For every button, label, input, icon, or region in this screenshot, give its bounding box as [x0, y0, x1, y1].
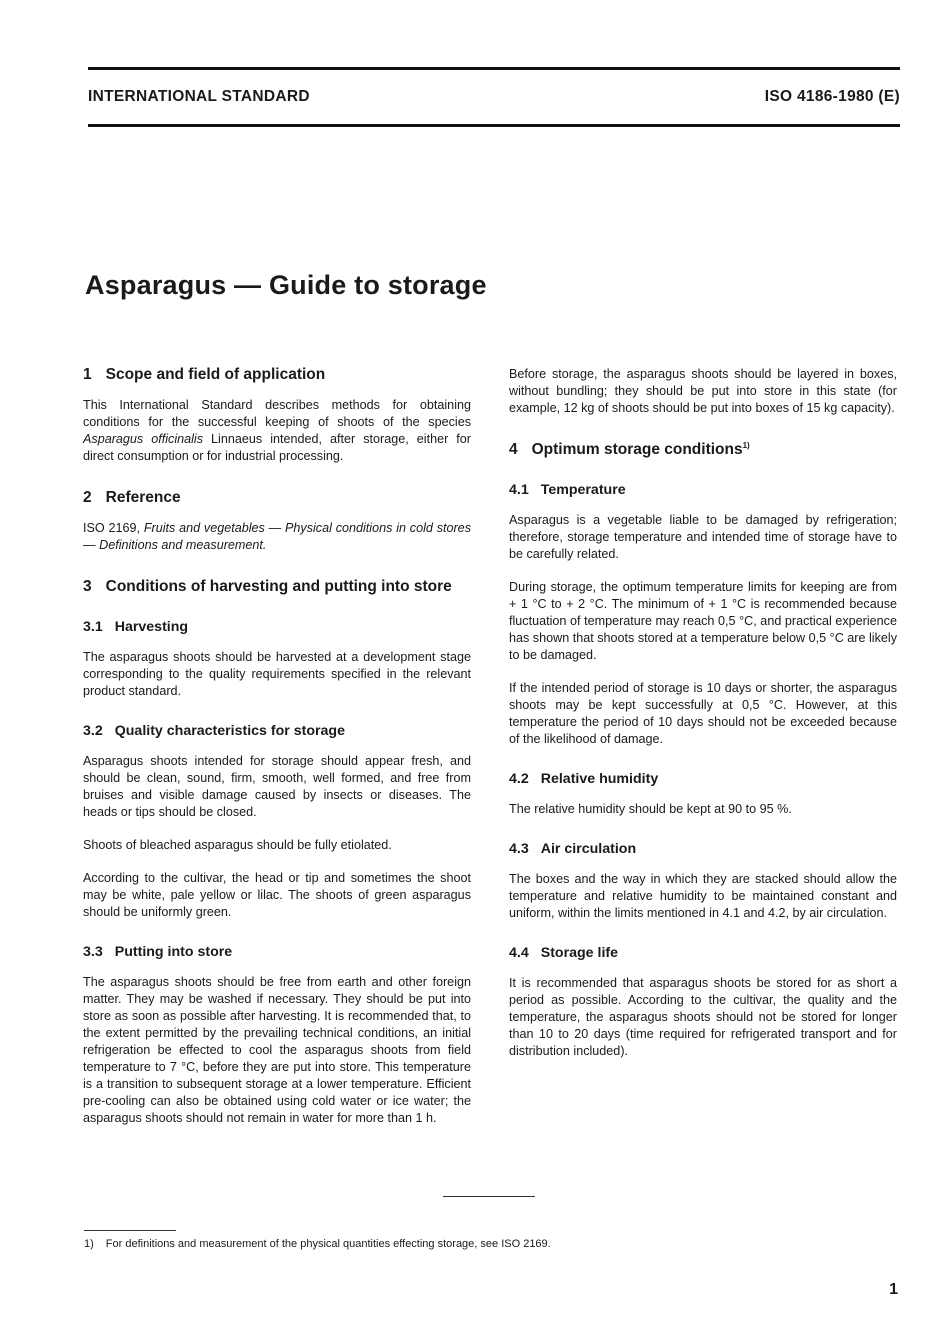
standard-type-label: INTERNATIONAL STANDARD: [88, 88, 310, 105]
humidity-paragraph: The relative humidity should be kept at 90 to 95 %.: [509, 802, 792, 816]
section-title: Optimum storage conditions: [531, 441, 743, 458]
subsection-3-1-heading: [83, 618, 471, 636]
section-1-paragraph: This International Standard describes methods for obtaining conditions for the successful keeping of shoots of the species Asparagus officinalis Linnaeus intended, after storage, either for direct consumption or for industrial processing.: [83, 398, 471, 463]
subsection-number: 4.4: [509, 945, 529, 961]
quality-paragraph-1: Asparagus shoots intended for storage should appear fresh, and should be clean, sound, firm, smooth, well formed, and free from bruises and visible damage caused by insects or diseases. The heads or tips should be closed.: [83, 754, 471, 819]
temperature-paragraph-3: If the intended period of storage is 10 days or shorter, the asparagus shoots may be kept successfully at 0,5 °C. However, at this temperature the period of 10 days should not be exceeded because of the likelihood of damage.: [509, 681, 897, 746]
subsection-number: 3.3: [83, 944, 103, 960]
footnote-reference: 1): [742, 440, 750, 450]
subsection-4-2-heading: [509, 770, 897, 788]
subsection-number: 4.1: [509, 482, 529, 498]
page-number: 1: [889, 1281, 898, 1298]
section-number: 2: [83, 489, 92, 506]
subsection-4-1-heading: [509, 481, 897, 499]
air-circulation-paragraph: The boxes and the way in which they are stacked should allow the temperature and relative humidity to be maintained constant and uniform, within the limits mentioned in 4.1 and 4.2, by air circulation.: [509, 872, 897, 920]
footnote-text: For definitions and measurement of the physical quantities effecting storage, see ISO 2169.: [105, 1238, 551, 1250]
subsection-title: Putting into store: [114, 944, 233, 960]
footnote: [84, 1237, 551, 1251]
header-top-rule: [88, 67, 900, 70]
left-column: [83, 366, 471, 1127]
section-title: Reference: [105, 489, 181, 506]
section-title: Scope and field of application: [105, 366, 326, 383]
reference-paragraph: ISO 2169, Fruits and vegetables — Physical conditions in cold stores — Definitions and measurement.: [83, 521, 471, 552]
section-number: 4: [509, 441, 518, 458]
footnote-mark: 1): [84, 1238, 94, 1250]
standard-number: ISO 4186-1980 (E): [764, 88, 900, 105]
document-title: Asparagus — Guide to storage: [85, 270, 487, 300]
reference-title: Fruits and vegetables — Physical conditions in cold stores — Definitions and measurement.: [83, 521, 471, 552]
subsection-number: 3.2: [83, 723, 103, 739]
temperature-paragraph-1: Asparagus is a vegetable liable to be damaged by refrigeration; therefore, storage temperature and intended time of storage have to be carefully related.: [509, 513, 897, 561]
quality-paragraph-3: According to the cultivar, the head or tip and sometimes the shoot may be white, pale yellow or lilac. The shoots of green asparagus should be uniformly green.: [83, 871, 471, 919]
section-1-heading: [83, 366, 471, 384]
section-3-heading: [83, 578, 471, 596]
putting-into-store-paragraph-2: Before storage, the asparagus shoots should be layered in boxes, without bundling; they should be put into store in this state (for example, 12 kg of shoots should be put into boxes of 15 kg capacity).: [509, 367, 897, 415]
subsection-4-3-heading: [509, 840, 897, 858]
subsection-title: Air circulation: [540, 841, 637, 857]
header-bottom-rule: [88, 124, 900, 127]
subsection-title: Temperature: [540, 482, 626, 498]
end-of-text-rule: [443, 1196, 535, 1197]
section-2-heading: [83, 489, 471, 507]
subsection-title: Storage life: [540, 945, 618, 961]
section-number: 3: [83, 578, 92, 595]
subsection-title: Harvesting: [114, 619, 189, 635]
section-number: 1: [83, 366, 92, 383]
putting-into-store-paragraph-1: The asparagus shoots should be free from earth and other foreign matter. They may be washed if necessary. They should be put into store as soon as possible after harvesting. It is recommended that, to the extent permitted by the prevailing technical conditions, an initial refrigeration be effected to cool the asparagus shoots from field temperature to 7 °C, before they are put into store. This temperature is a transition to subsequent storage at a lower temperature. Efficient pre-cooling can also be obtained using cold water or ice water; the asparagus shoots should not remain in water for more than 1 h.: [83, 975, 471, 1125]
subsection-number: 4.2: [509, 771, 529, 787]
subsection-4-4-heading: [509, 944, 897, 962]
section-title: Conditions of harvesting and putting into store: [105, 578, 452, 595]
right-column: [509, 366, 897, 1076]
subsection-title: Quality characteristics for storage: [114, 723, 345, 739]
temperature-paragraph-2: During storage, the optimum temperature limits for keeping are from + 1 °C to + 2 °C. The minimum of + 1 °C is recommended because fluctuation of temperature may reach 0,5 °C, and practical experience has shown that shoots stored at a temperature below 0,5 °C are likely to be damaged.: [509, 580, 897, 662]
subsection-3-2-heading: [83, 722, 471, 740]
quality-paragraph-2: Shoots of bleached asparagus should be fully etiolated.: [83, 838, 392, 852]
subsection-number: 4.3: [509, 841, 529, 857]
subsection-title: Relative humidity: [540, 771, 659, 787]
subsection-3-3-heading: [83, 943, 471, 961]
subsection-number: 3.1: [83, 619, 103, 635]
storage-life-paragraph: It is recommended that asparagus shoots be stored for as short a period as possible. According to the cultivar, the quality and the temperature, the asparagus shoots should not be stored for longer than 10 to 20 days (time required for refrigerated transport and for distribution included).: [509, 976, 897, 1058]
footnote-separator: [84, 1230, 176, 1231]
species-name: Asparagus officinalis: [83, 432, 204, 446]
section-4-heading: [509, 441, 897, 459]
harvesting-paragraph: The asparagus shoots should be harvested at a development stage corresponding to the quality requirements specified in the relevant product standard.: [83, 650, 471, 698]
